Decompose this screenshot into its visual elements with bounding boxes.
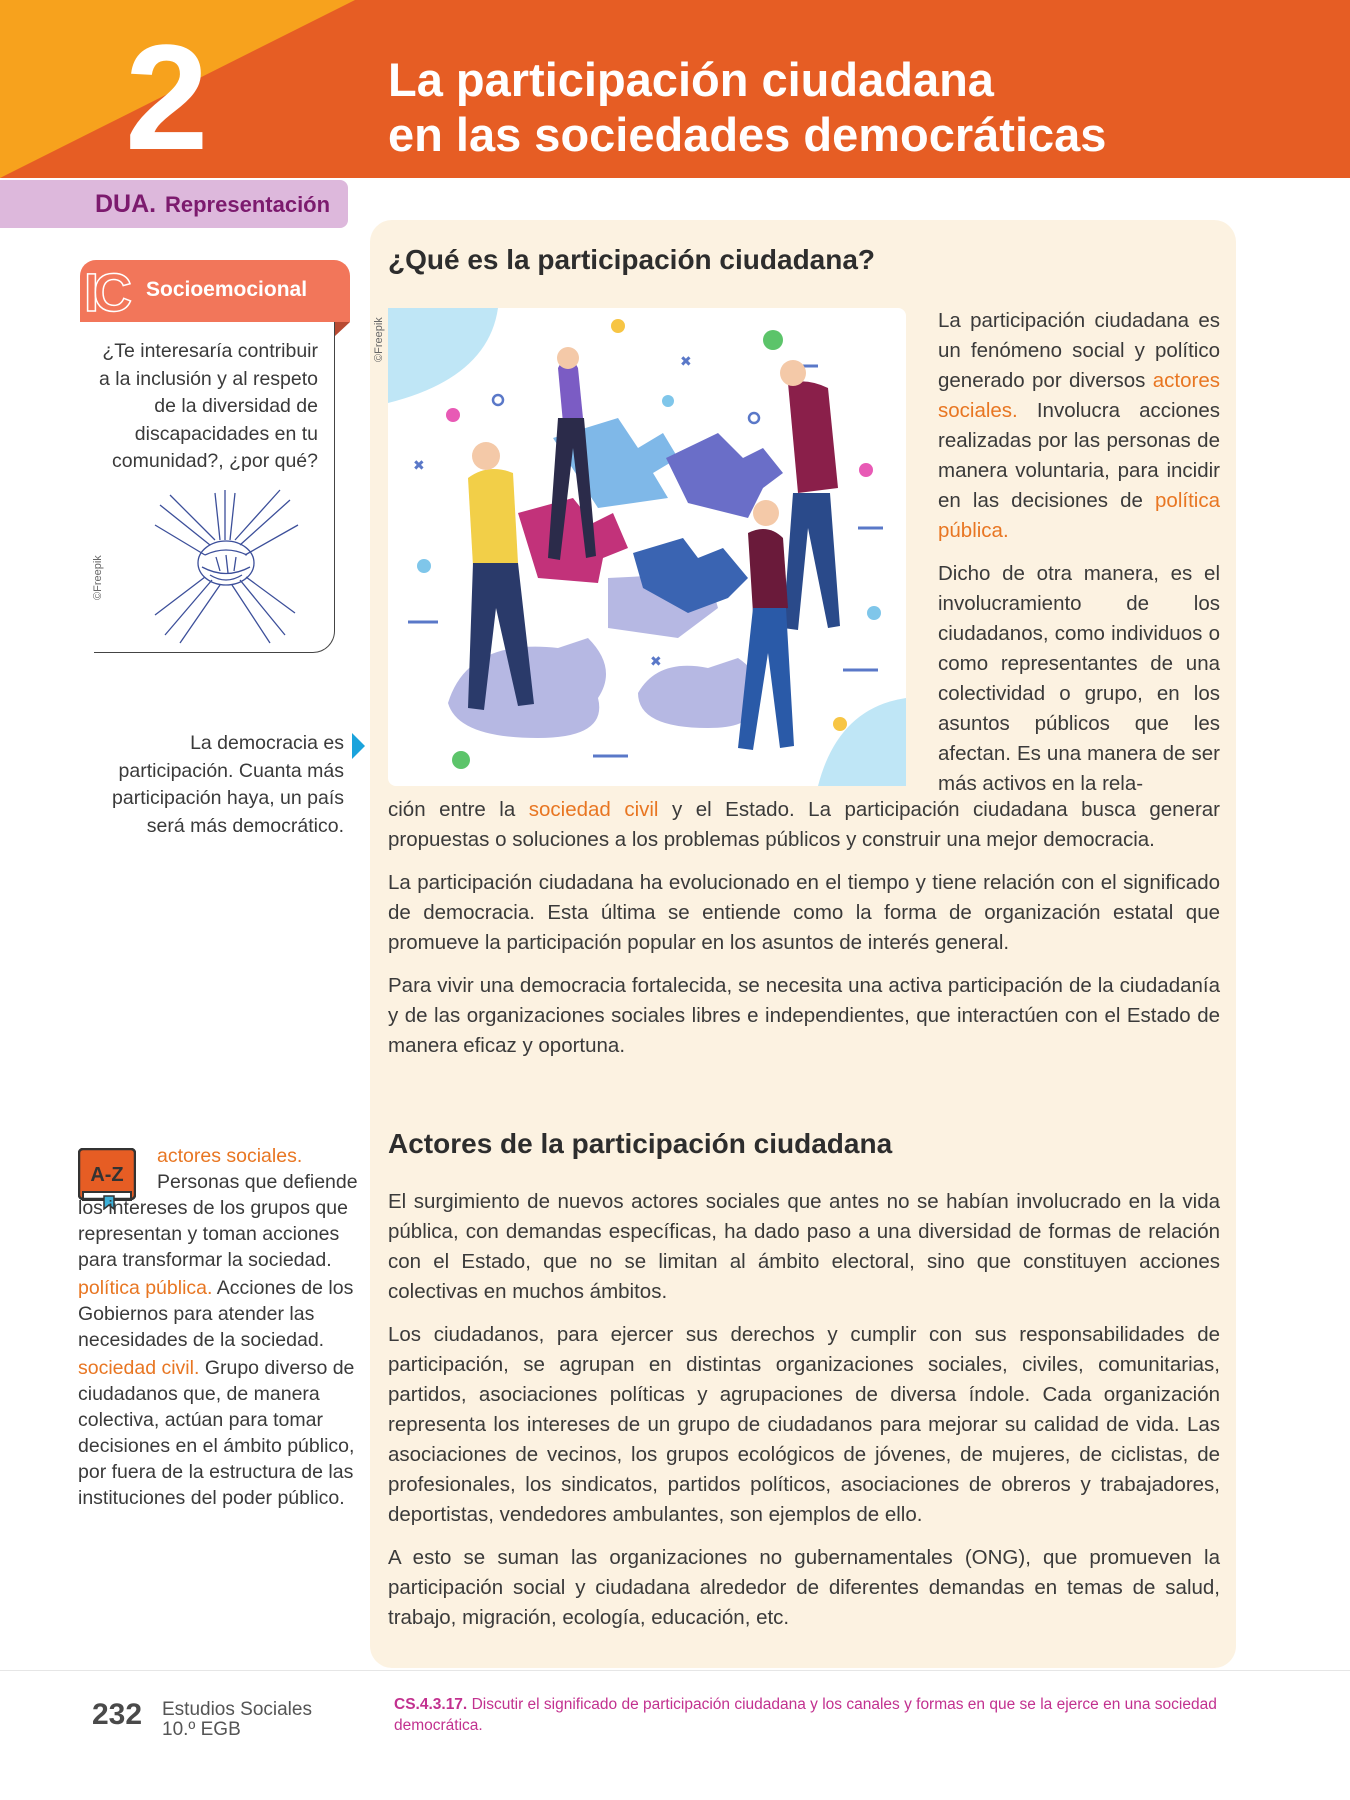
paragraph: Dicho de otra manera, es el involucramiento de los ciudadanos, como individuos o como representantes de una colectividad o grupo, en los asuntos públicos que les afectan. Es una manera de ser más activos en la rela- — [938, 562, 1220, 795]
ic-logo-icon: IC — [84, 263, 126, 323]
unit-title-line2: en las sociedades democráticas — [388, 108, 1107, 161]
unit-title-line1: La participación ciudadana — [388, 53, 994, 106]
section-heading: ¿Qué es la participación ciudadana? — [388, 244, 876, 275]
dua-tag — [0, 180, 348, 228]
section2-body — [388, 1187, 1220, 1646]
joined-hands-illustration — [150, 485, 300, 645]
subject-line1: Estudios Sociales — [162, 1699, 312, 1720]
evaluation-criterion — [394, 1694, 1220, 1736]
section1-body — [388, 795, 1220, 1074]
image-credit: ©Freepik — [373, 317, 385, 362]
svg-text:✖: ✖ — [413, 458, 425, 474]
glossary-entry — [78, 1355, 360, 1511]
section-heading: Actores de la participación ciudadana — [388, 1128, 893, 1159]
unit-title — [388, 52, 1106, 162]
paragraph — [938, 306, 1220, 546]
text-span: Involucra acciones realizadas por las personas de manera voluntaria, para incidir en las decisiones de — [938, 399, 1220, 512]
keyword-link: política pública. — [938, 489, 1220, 542]
socioemocional-tab — [80, 260, 350, 322]
glossary-term: sociedad civil. — [78, 1357, 200, 1379]
subject-label — [162, 1700, 312, 1740]
svg-text:A-Z: A-Z — [90, 1164, 124, 1186]
paragraph: La participación ciudadana ha evolucionado en el tiempo y tiene relación con el significado de democracia. Esta última se entiende como la forma de organización estatal que promueve la participación popular en los asuntos de interés general. — [388, 871, 1220, 954]
socioemocional-credit: ©Freepik — [92, 555, 104, 600]
criterion-code: CS.4.3.17. — [394, 1696, 468, 1713]
glossary-definition: Acciones de los Gobiernos para atender las necesidades de la sociedad. — [78, 1277, 354, 1351]
dua-tag-bold: DUA. — [95, 190, 157, 218]
intro-column — [938, 306, 1220, 812]
svg-text:✖: ✖ — [650, 654, 662, 670]
puzzle-teamwork-illustration — [388, 308, 906, 786]
glossary-definition: Grupo diverso de ciudadanos que, de manera colectiva, actúan para tomar decisiones en el ámbito público, por fuera de la estructura de las instituciones del poder público. — [78, 1357, 355, 1509]
glossary-definition: Personas que defiende los intereses de los grupos que representan y toman acciones para transformar la sociedad. — [78, 1171, 358, 1271]
socioemocional-label: Socioemocional — [146, 278, 308, 301]
socioemocional-question: ¿Te interesaría contribuir a la inclusión y al respeto de la diversidad de discapacidades en tu comunidad?, ¿por qué? — [99, 340, 318, 472]
side-quote-arrow-icon — [352, 733, 365, 759]
svg-text:✖: ✖ — [680, 354, 692, 370]
criterion-text: Discutir el significado de participación ciudadana y los canales y formas en que se la ejerce en una sociedad democrática. — [394, 1696, 1217, 1734]
glossary-term: actores sociales. — [157, 1145, 303, 1167]
glossary-term: política pública. — [78, 1277, 213, 1299]
paragraph: Para vivir una democracia fortalecida, se necesita una activa participación de la ciudadanía y de las organizaciones sociales libres e independientes, que interactúen con el Estado de manera eficaz y oportuna. — [388, 974, 1220, 1057]
paragraph: Los ciudadanos, para ejercer sus derechos y cumplir con sus responsabilidades de participación, se agrupan en distintas organizaciones sociales, civiles, comunitarias, partidos, asociaciones políticas y agrupaciones de diversa índole. Cada organización representa los intereses de un grupo de ciudadanos para mejorar su calidad de vida. Las asociaciones de vecinos, los grupos ecológicos de jóvenes, de mujeres, de ciclistas, de profesionales, los sindicatos, partidos políticos, asociaciones de obreros y trabajadores, deportistas, vendedores ambulantes, son ejemplos de ello. — [388, 1323, 1220, 1526]
unit-header — [0, 0, 1350, 178]
keyword-link: sociedad civil — [528, 798, 659, 821]
text-span: La participación ciudadana es un fenómeno social y político generado por diversos — [938, 309, 1220, 392]
unit-number: 2 — [125, 13, 209, 178]
paragraph: El surgimiento de nuevos actores sociales que antes no se habían involucrado en la vida pública, con demandas específicas, ha dado paso a una diversidad de formas de relación con el Estado, que no se limitan al ámbito electoral, sino que constituyen acciones colectivas en muchos ámbitos. — [388, 1190, 1220, 1303]
glossary — [78, 1143, 360, 1513]
glossary-entry — [78, 1275, 360, 1353]
dua-tag-label: Representación — [165, 192, 331, 217]
paragraph: A esto se suman las organizaciones no gubernamentales (ONG), que promueven la participación social y ciudadana alrededor de diferentes demandas en temas de salud, trabajo, migración, ecología, educación, etc. — [388, 1546, 1220, 1629]
paragraph — [388, 795, 1220, 855]
side-quote: La democracia es participación. Cuanta más participación haya, un país será más democrático. — [112, 732, 344, 837]
glossary-entry — [78, 1143, 360, 1273]
text-span: ción entre la — [388, 798, 516, 821]
footer-divider — [0, 1670, 1350, 1671]
subject-line2: 10.º EGB — [162, 1719, 241, 1740]
keyword-link: actores sociales. — [938, 369, 1220, 422]
page-number: 232 — [92, 1698, 143, 1731]
text-span: y el Estado. La participación ciudadana busca generar propuestas o soluciones a los problemas públicos y construir una mejor democracia. — [388, 798, 1220, 851]
tab-fold — [335, 322, 350, 336]
